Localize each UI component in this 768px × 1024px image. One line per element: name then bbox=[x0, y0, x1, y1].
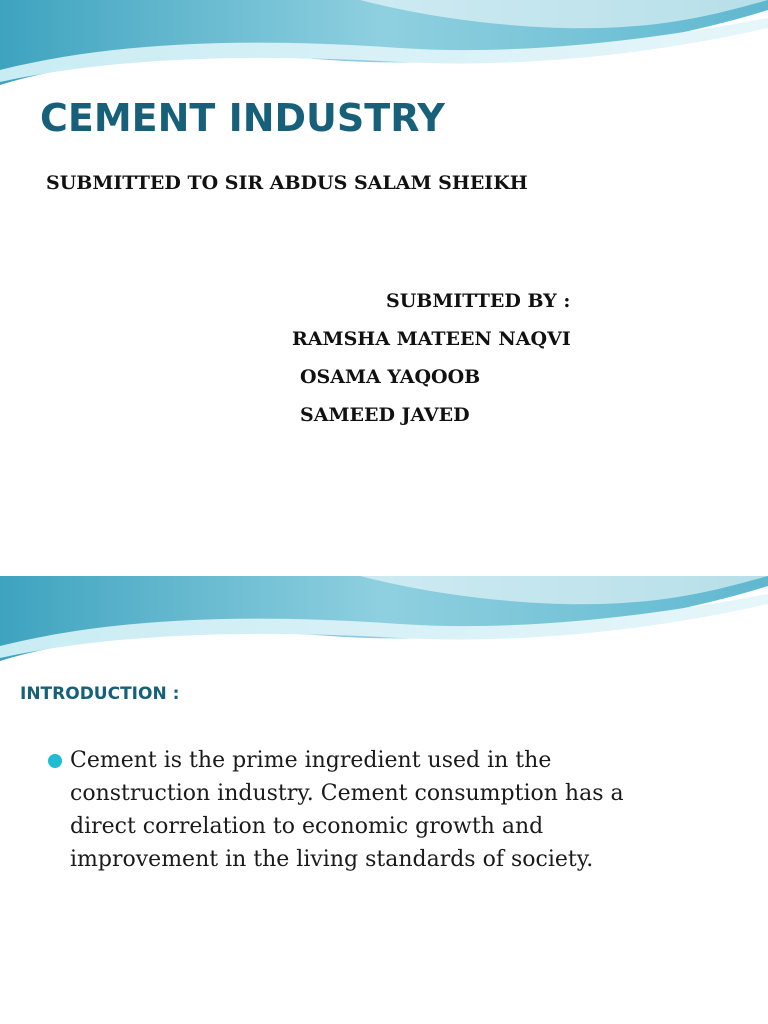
submitted-by-heading: SUBMITTED BY : bbox=[386, 290, 571, 312]
slide-subtitle: SUBMITTED TO SIR ABDUS SALAM SHEIKH bbox=[46, 172, 528, 194]
introduction-slide bbox=[0, 576, 768, 1024]
bullet-item bbox=[48, 744, 688, 876]
bullet-dot-icon bbox=[48, 754, 62, 768]
author-name: OSAMA YAQOOB bbox=[300, 366, 481, 388]
author-name: SAMEED JAVED bbox=[300, 404, 470, 426]
bullet-text: Cement is the prime ingredient used in the construction industry. Cement consumption has a direct correlation to economic growth and improvement in the living standards of society. bbox=[70, 748, 624, 872]
wave-header-decoration bbox=[0, 0, 768, 100]
introduction-heading: INTRODUCTION : bbox=[20, 684, 180, 704]
wave-header-decoration bbox=[0, 576, 768, 676]
slide-title: CEMENT INDUSTRY bbox=[40, 96, 445, 140]
author-name: RAMSHA MATEEN NAQVI bbox=[292, 328, 571, 350]
